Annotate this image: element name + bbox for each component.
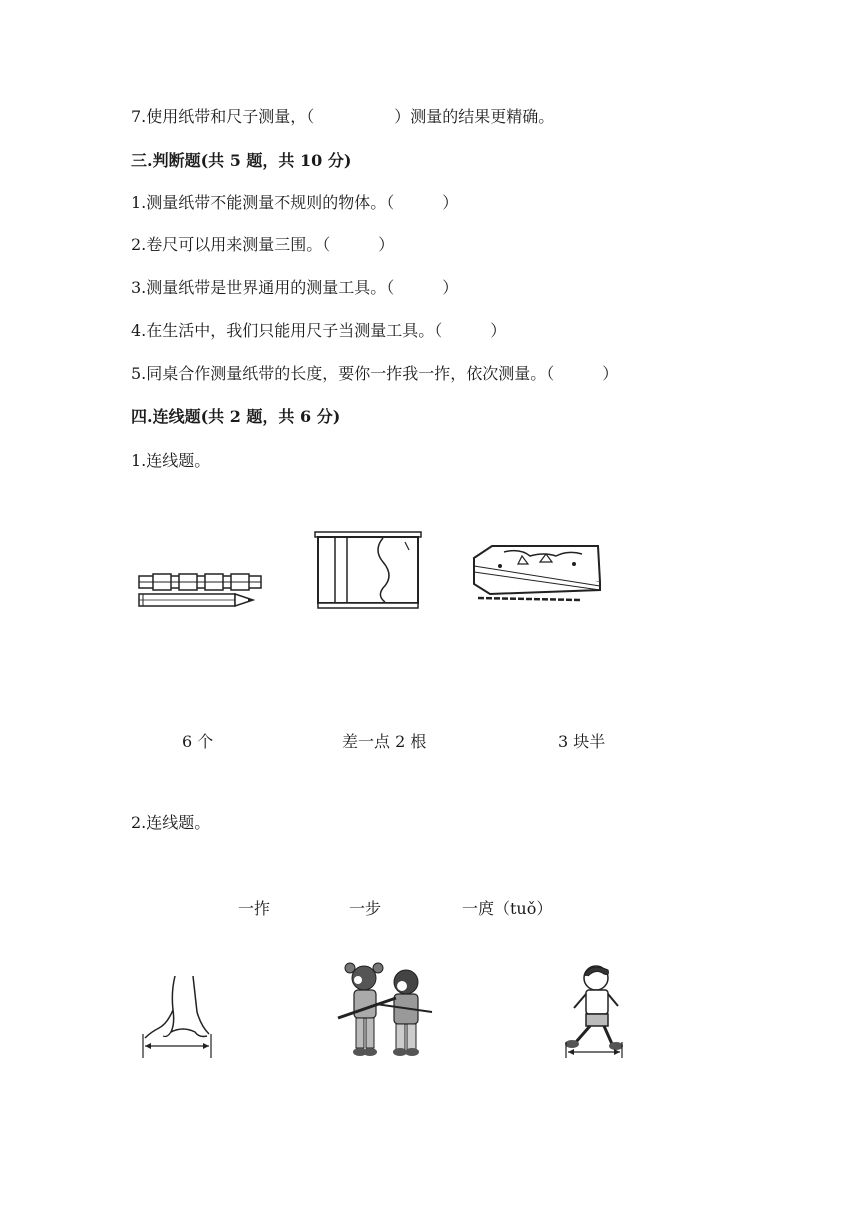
answer-3-and-half-blocks: 3 块半 xyxy=(558,732,606,751)
children-arm-span-picture xyxy=(336,960,436,1060)
question-7: 7.使用纸带和尺子测量，（ ）测量的结果更精确。 xyxy=(131,107,555,126)
pencil-case-picture xyxy=(470,542,604,606)
section-3-heading: 三.判断题(共 5 题，共 10 分) xyxy=(131,151,352,170)
section-4-heading: 四.连线题(共 2 题，共 6 分) xyxy=(131,407,341,426)
unit-step: 一步 xyxy=(349,899,382,918)
match-question-1-label: 1.连线题。 xyxy=(131,451,211,470)
answer-6-pieces: 6 个 xyxy=(182,732,214,751)
judge-question-2: 2.卷尺可以用来测量三围。（ ） xyxy=(131,235,395,254)
judge-question-1: 1.测量纸带不能测量不规则的物体。（ ） xyxy=(131,193,459,212)
judge-question-3: 3.测量纸带是世界通用的测量工具。（ ） xyxy=(131,278,459,297)
walking-boy-picture xyxy=(560,962,630,1062)
blackboard-picture xyxy=(313,530,423,610)
unit-arm-span: 一庹（tuǒ） xyxy=(462,899,553,918)
judge-question-4: 4.在生活中，我们只能用尺子当测量工具。（ ） xyxy=(131,321,507,340)
answer-almost-2-sticks: 差一点 2 根 xyxy=(342,732,427,751)
hand-span-picture xyxy=(137,972,217,1062)
match-question-2-label: 2.连线题。 xyxy=(131,813,211,832)
judge-question-5: 5.同桌合作测量纸带的长度，要你一拃我一拃，依次测量。（ ） xyxy=(131,364,619,383)
pencils-picture xyxy=(137,572,265,612)
unit-hand-span: 一拃 xyxy=(238,899,271,918)
